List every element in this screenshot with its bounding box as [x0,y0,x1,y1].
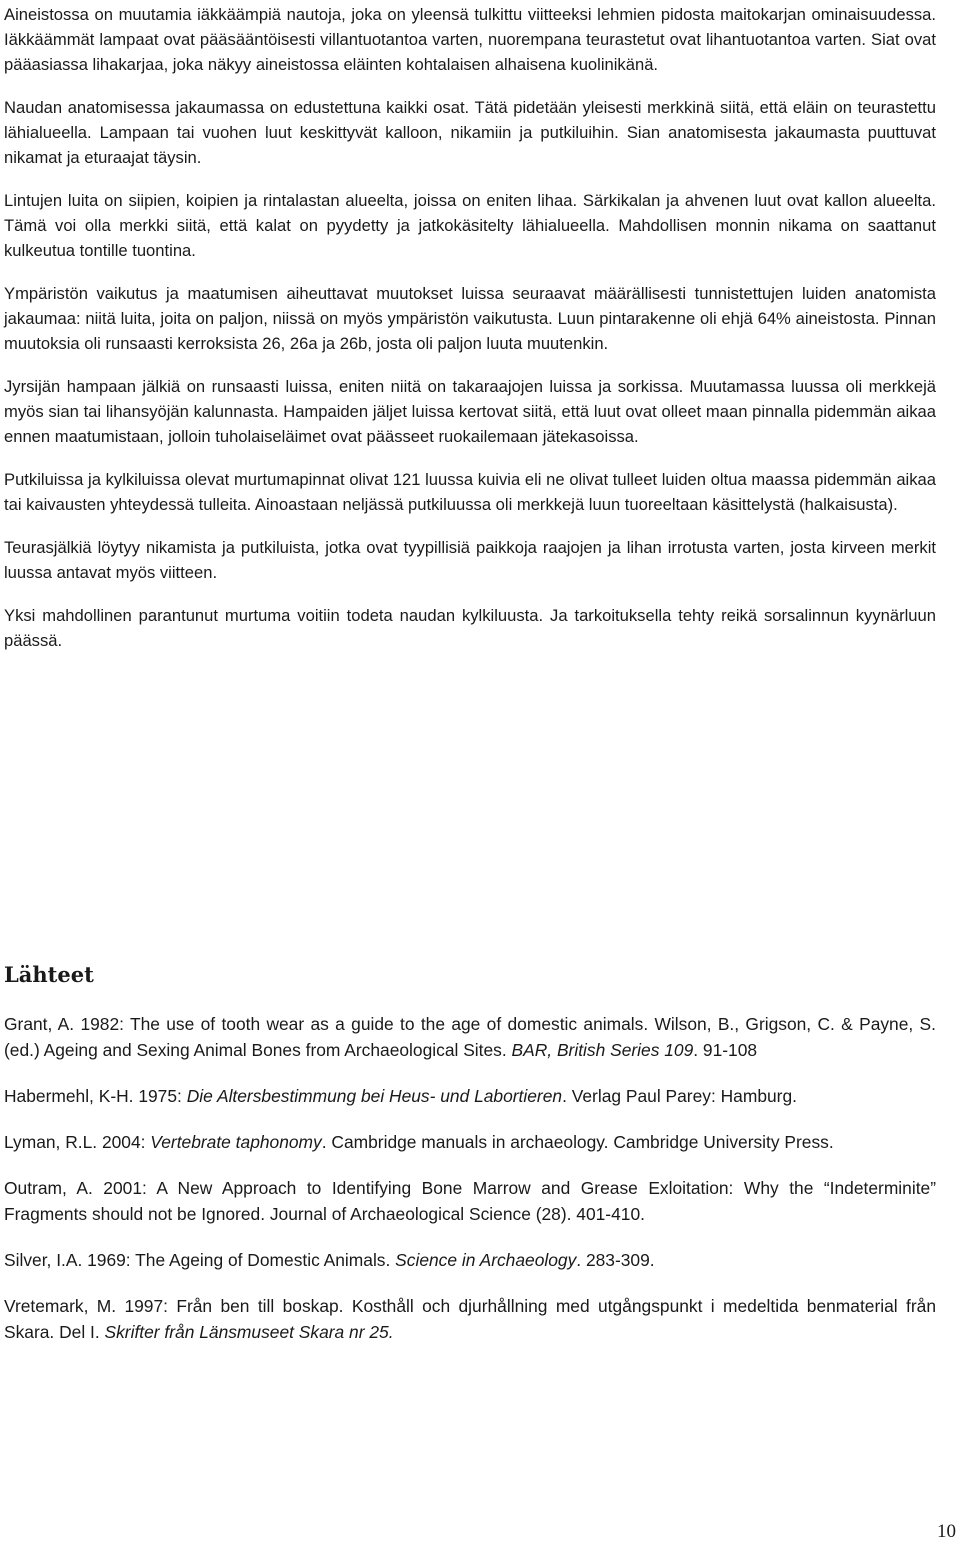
paragraph-pathology: Yksi mahdollinen parantunut murtuma voitiin todeta naudan kylkiluusta. Ja tarkoituksella tehty reikä sorsalinnun kyynärluun päässä. [4,606,936,650]
reference-text-end: . 91-108 [693,1040,758,1060]
reference-item [4,1175,936,1227]
reference-item [4,1011,936,1063]
reference-text-end: . Cambridge manuals in archaeology. Cambridge University Press. [321,1132,834,1152]
reference-item [4,1083,936,1109]
reference-text: Outram, A. 2001: A New Approach to Identifying Bone Marrow and Grease Exloitation: Why the “Indeterminite” Fragments should not be Ignored. Journal of Archaeological Science (28). 401-410. [4,1178,936,1224]
reference-italic: BAR, British Series 109 [511,1040,694,1060]
paragraph-environment: Ympäristön vaikutus ja maatumisen aiheuttavat muutokset luissa seuraavat määrällisesti tunnistettujen luiden anatomista jakaumaa: niitä luita, joita on paljon, niissä on myös ympäristön vaikutusta. Luun pintarakenne oli ehjä 64% aineistosta. Pinnan muutoksia oli runsaasti kerroksista 26, 26a ja 26b, josta oli paljon luuta muutenkin. [4,284,936,353]
paragraph-fractures: Putkiluissa ja kylkiluissa olevat murtumapinnat olivat 121 luussa kuivia eli ne olivat tulleet luiden oltua maassa pidemmän aikaa tai kaivausten yhteydessä tulleita. Ainoastaan neljässä putkiluussa oli merkkejä luun tuoreeltaan käsittelystä (halkaisusta). [4,470,936,514]
reference-italic: Skrifter från Länsmuseet Skara nr 25. [104,1322,394,1342]
paragraph-anatomical-distribution: Naudan anatomisessa jakaumassa on edustettuna kaikki osat. Tätä pidetään yleisesti merkkinä siitä, että eläin on teurastettu lähialueella. Lampaan tai vuohen luut keskittyvät kalloon, nikamiin ja putkiluihin. Sian anatomisesta jakaumasta puuttuvat nikamat ja eturaajat täysin. [4,98,936,167]
reference-text: Grant, A. 1982: The use of tooth wear as a guide to the age of domestic animals. Wilson, B., Grigson, C. & Payne, S. (ed.) Ageing and Sexing Animal Bones from Archaeological Sites. [4,1014,936,1060]
reference-list [4,1011,936,1365]
reference-text: Lyman, R.L. 2004: [4,1132,151,1152]
reference-item [4,1129,936,1155]
references-heading: Lähteet [4,962,94,987]
paragraph-birds-fish: Lintujen luita on siipien, koipien ja rintalastan alueelta, joissa on eniten lihaa. Särkikalan ja ahvenen luut ovat kallon alueelta. Tämä voi olla merkki siitä, että kalat on pyydetty ja jatkokäsitelty lähialueella. Mahdollisen monnin nikama on saattanut kulkeutua tontille tuontina. [4,191,936,260]
paragraph-age-profile: Aineistossa on muutamia iäkkäämpiä nautoja, joka on yleensä tulkittu viitteeksi lehmien pidosta maitokarjan ominaisuudessa. Iäkkäämmät lampaat ovat pääsääntöisesti villantuotantoa varten, nuorempana teurastetut ovat lihantuotantoa varten. Siat ovat pääasiassa lihakarjaa, joka näkyy aineistossa eläinten kohtalaisen alhaisena kuolinikänä. [4,5,936,74]
reference-text-end: . 283-309. [576,1250,655,1270]
reference-italic: Science in Archaeology [395,1250,577,1270]
reference-italic: Vertebrate taphonomy [150,1132,322,1152]
body-text [4,0,936,671]
reference-text: Vretemark, M. 1997: Från ben till boskap. Kosthåll och djurhållning med utgångspunkt i medeltida benmaterial från Skara. Del I. [4,1296,936,1342]
reference-item [4,1247,936,1273]
reference-text: Silver, I.A. 1969: The Ageing of Domestic Animals. [4,1250,396,1270]
reference-text-end: . Verlag Paul Parey: Hamburg. [562,1086,797,1106]
paragraph-gnawing: Jyrsijän hampaan jälkiä on runsaasti luissa, eniten niitä on takaraajojen luissa ja sorkissa. Muutamassa luussa oli merkkejä myös sian tai lihansyöjän kalunnasta. Hampaiden jäljet luissa kertovat siitä, että luut ovat olleet maan pinnalla pidemmän aikaa ennen maatumistaan, jolloin tuholaiseläimet ovat päässeet ruokailemaan jätekasoissa. [4,377,936,446]
paragraph-butchery: Teurasjälkiä löytyy nikamista ja putkiluista, jotka ovat tyypillisiä paikkoja raajojen ja lihan irrotusta varten, josta kirveen merkit luussa antavat myös viitteen. [4,538,936,582]
reference-italic: Die Altersbestimmung bei Heus- und Labortieren [186,1086,563,1106]
page-number: 10 [937,1521,956,1542]
reference-text: Habermehl, K-H. 1975: [4,1086,187,1106]
reference-item [4,1293,936,1345]
